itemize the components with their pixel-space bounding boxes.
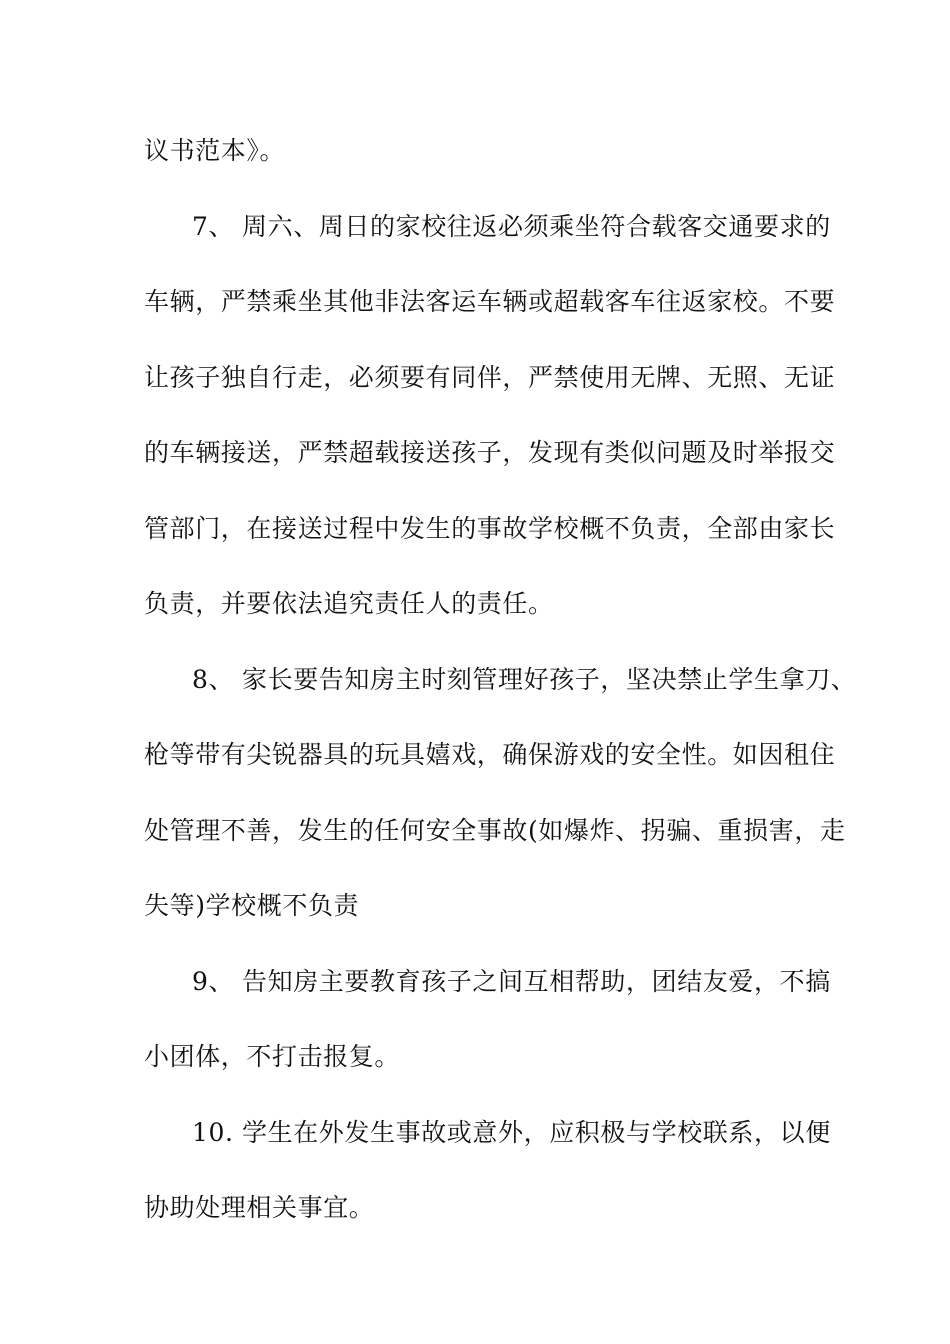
item-number: 10. [192, 1117, 234, 1147]
list-item-8 [144, 655, 857, 731]
text-line: 告知房主要教育孩子之间互相帮助，团结友爱，不搞 [242, 966, 831, 996]
text-line: 小团体，不打击报复。 [144, 1042, 401, 1071]
text-line: 周六、周日的家校往返必须乘坐符合载客交通要求的 [242, 211, 831, 241]
text-line: 枪等带有尖锐器具的玩具嬉戏，确保游戏的安全性。如因租住 [144, 740, 836, 769]
list-item-9 [144, 957, 831, 1033]
list-item-10 [144, 1108, 831, 1184]
document-body [144, 126, 857, 1259]
item-number: 9、 [192, 966, 235, 996]
text-line: 失等)学校概不负责 [144, 891, 360, 920]
text-line: 议书范本》。 [144, 136, 286, 165]
text-line: 车辆，严禁乘坐其他非法客运车辆或超载客车往返家校。不要 [144, 287, 836, 316]
text-line: 让孩子独自行走，必须要有同伴，严禁使用无牌、无照、无证 [144, 362, 836, 392]
text-line: 协助处理相关事宜。 [144, 1193, 375, 1222]
text-line: 管部门，在接送过程中发生的事故学校概不负责，全部由家长 [144, 513, 836, 543]
item-number: 7、 [192, 211, 235, 241]
text-line: 学生在外发生事故或意外，应积极与学校联系，以便 [242, 1117, 831, 1147]
text-line: 的车辆接送，严禁超载接送孩子，发现有类似问题及时举报交 [144, 438, 836, 467]
text-line: 负责，并要依法追究责任人的责任。 [144, 589, 554, 618]
text-line: 家长要告知房主时刻管理好孩子，坚决禁止学生拿刀、 [242, 664, 857, 694]
text-line: 处管理不善，发生的任何安全事故(如爆炸、拐骗、重损害，走 [144, 815, 846, 845]
list-item-7 [144, 202, 831, 278]
item-number: 8、 [192, 664, 235, 694]
